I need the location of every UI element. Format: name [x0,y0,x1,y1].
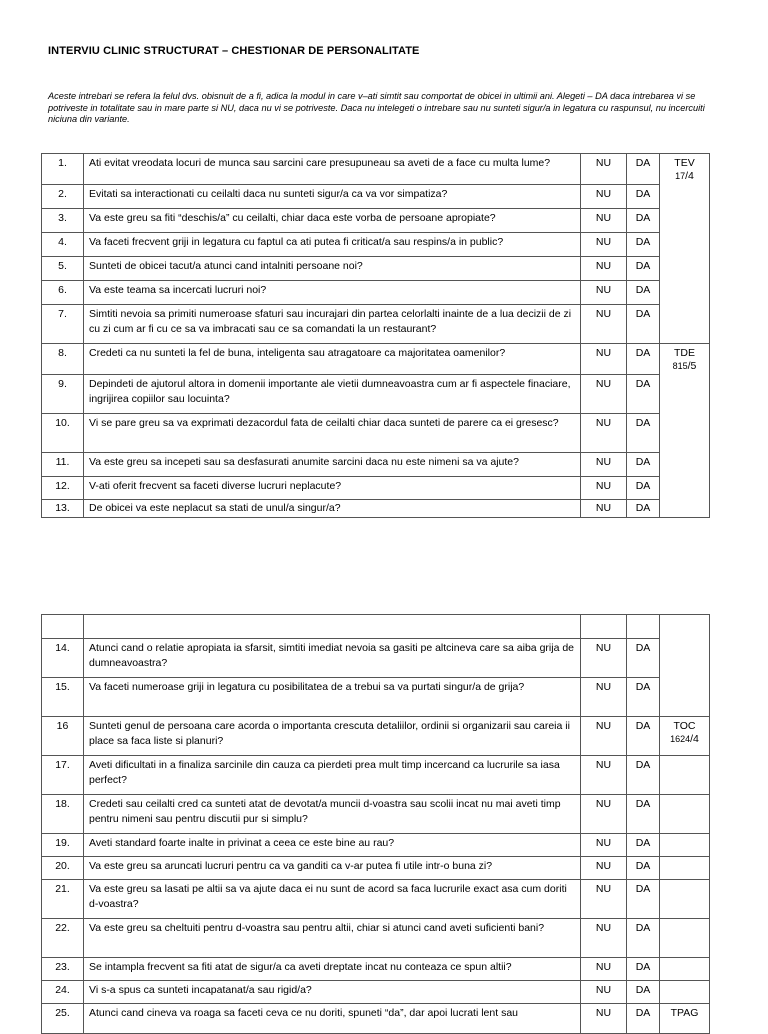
answer-no-option[interactable]: NU [581,281,627,305]
answer-no-option[interactable]: NU [581,499,627,517]
empty-cell [627,615,660,639]
question-text: Vi s-a spus ca sunteti incapatanat/a sau rigid/a? [84,981,581,1004]
table-row [42,834,710,857]
answer-no-option[interactable]: NU [581,717,627,756]
table-row [42,452,710,476]
answer-no-option[interactable]: NU [581,958,627,981]
empty-cell [660,615,710,639]
question-text: Aveti standard foarte inalte in privinat a ceea ce este bine au rau? [84,834,581,857]
table-row [42,756,710,795]
empty-cell [42,615,84,639]
table-row [42,981,710,1004]
question-text: Va faceti frecvent griji in legatura cu faptul ca ati putea fi criticat/a sau respins/a in public? [84,233,581,257]
scale-code-cell [660,639,710,678]
question-text: Vi se pare greu sa va exprimati dezacordul fata de ceilalti chiar daca sunteti de parere ca ei gresesc? [84,413,581,452]
scale-code-tde [660,344,710,375]
table-row [42,154,710,185]
scale-code-cell [660,981,710,1004]
answer-yes-option[interactable]: DA [627,499,660,517]
answer-yes-option[interactable]: DA [627,678,660,717]
question-number: 3. [42,209,84,233]
answer-yes-option[interactable]: DA [627,305,660,344]
table-row [42,1004,710,1034]
table-row [42,209,710,233]
scale-code-name: TDE [674,347,695,359]
scale-code-cell [660,857,710,880]
table-row [42,639,710,678]
answer-yes-option[interactable]: DA [627,154,660,185]
answer-no-option[interactable]: NU [581,834,627,857]
question-text: Credeti ca nu sunteti la fel de buna, inteligenta sau atragatoare ca majoritatea oamenilor? [84,344,581,375]
scale-code-cell [660,499,710,517]
scale-code-score [665,170,704,182]
question-text: Ati evitat vreodata locuri de munca sau sarcini care presupuneau sa aveti de a face cu multa lume? [84,154,581,185]
table-row [42,344,710,375]
question-number: 8. [42,344,84,375]
scale-code-cell [660,452,710,476]
answer-no-option[interactable]: NU [581,756,627,795]
scale-code-name: TEV [674,157,695,169]
scale-code-threshold: /5 [687,360,697,372]
table-row [42,476,710,499]
table-row [42,233,710,257]
question-number: 12. [42,476,84,499]
answer-yes-option[interactable]: DA [627,209,660,233]
question-number: 19. [42,834,84,857]
scale-code-tpag [660,1004,710,1034]
scale-code-items: 815 [672,361,688,371]
question-number: 25. [42,1004,84,1034]
scale-code-cell [660,834,710,857]
scale-code-items: 17 [675,171,686,181]
question-text: Va este teama sa incercati lucruri noi? [84,281,581,305]
scale-code-score [665,360,704,372]
question-text: Evitati sa interactionati cu ceilalti daca nu sunteti sigur/a ca va vor simpatiza? [84,185,581,209]
question-text: Atunci cand cineva va roaga sa faceti ceva ce nu doriti, spuneti “da”, dar apoi lucrati lent sau [84,1004,581,1034]
question-text: Aveti dificultati in a finaliza sarcinile din cauza ca pierdeti prea mult timp incercand ca lucrurile sa iasa perfect? [84,756,581,795]
answer-no-option[interactable]: NU [581,678,627,717]
instructions-paragraph: Aceste intrebari se refera la felul dvs. obisnuit de a fi, adica la modul in care v–ati simtit sau comportat de obicei in ultimii ani. Alegeti – DA daca intrebarea vi se potriveste in totalitate sau in mare parte si NU, daca nu vi se potriveste. Daca nu intelegeti o intrebare sau nu sunteti sigur/a in legatura cu raspunsul, nu incercuiti niciuna din variante. [48,91,705,124]
answer-yes-option[interactable]: DA [627,374,660,413]
table-row [42,281,710,305]
answer-no-option[interactable]: NU [581,639,627,678]
question-text: Va este greu sa cheltuiti pentru d-voastra sau pentru altii, chiar si atunci cand aveti suficienti bani? [84,919,581,958]
question-number: 9. [42,374,84,413]
question-number: 18. [42,795,84,834]
question-number: 13. [42,499,84,517]
question-number: 22. [42,919,84,958]
question-number: 4. [42,233,84,257]
scale-code-items: 1624 [670,734,691,744]
scale-code-cell [660,958,710,981]
answer-yes-option[interactable]: DA [627,880,660,919]
document-title: INTERVIU CLINIC STRUCTURAT – CHESTIONAR DE PERSONALITATE [48,45,420,57]
answer-no-option[interactable]: NU [581,185,627,209]
table-row [42,615,710,639]
question-text: Va este greu sa fiti “deschis/a” cu ceilalti, chiar daca este vorba de persoane apropiate? [84,209,581,233]
scale-code-toc [660,717,710,756]
table-row [42,717,710,756]
table-row [42,880,710,919]
empty-cell [84,615,581,639]
question-number: 15. [42,678,84,717]
answer-no-option[interactable]: NU [581,374,627,413]
answer-yes-option[interactable]: DA [627,857,660,880]
question-number: 14. [42,639,84,678]
answer-no-option[interactable]: NU [581,1004,627,1034]
scale-code-cell [660,919,710,958]
answer-no-option[interactable]: NU [581,919,627,958]
question-text: De obicei va este neplacut sa stati de unul/a singur/a? [84,499,581,517]
scale-code-cell [660,756,710,795]
answer-yes-option[interactable]: DA [627,919,660,958]
question-text: Sunteti genul de persoana care acorda o importanta crescuta detaliilor, ordinii si organizarii sau careia ii place sa faca liste si planuri? [84,717,581,756]
answer-yes-option[interactable]: DA [627,834,660,857]
empty-cell [581,615,627,639]
answer-no-option[interactable]: NU [581,880,627,919]
answer-yes-option[interactable]: DA [627,185,660,209]
answer-no-option[interactable]: NU [581,154,627,185]
table-row [42,795,710,834]
answer-no-option[interactable]: NU [581,981,627,1004]
question-number: 24. [42,981,84,1004]
scale-code-cell [660,413,710,452]
scale-code-cell [660,374,710,413]
answer-yes-option[interactable]: DA [627,756,660,795]
table-row [42,413,710,452]
answer-yes-option[interactable]: DA [627,1004,660,1034]
question-number: 1. [42,154,84,185]
answer-no-option[interactable]: NU [581,344,627,375]
answer-yes-option[interactable]: DA [627,717,660,756]
questionnaire-table-1 [41,153,710,518]
scale-code-name: TPAG [670,1007,699,1019]
table-row [42,958,710,981]
scale-code-cell [660,185,710,209]
scale-code-threshold: /4 [685,170,694,182]
questionnaire-table-2 [41,614,710,1034]
answer-no-option[interactable]: NU [581,209,627,233]
table-row [42,374,710,413]
scale-code-score [665,733,704,745]
scale-code-name: TOC [673,720,696,732]
scale-code-cell [660,795,710,834]
question-number: 21. [42,880,84,919]
question-text: Atunci cand o relatie apropiata ia sfarsit, simtiti imediat nevoia sa gasiti pe altcineva care sa aiba grija de dumneavoastra? [84,639,581,678]
scale-code-cell [660,281,710,305]
scale-code-cell [660,678,710,717]
table-row [42,185,710,209]
scale-code-cell [660,305,710,344]
table-row [42,499,710,517]
question-number: 5. [42,257,84,281]
answer-yes-option[interactable]: DA [627,476,660,499]
scale-code-cell [660,233,710,257]
question-number: 6. [42,281,84,305]
question-text: Va este greu sa lasati pe altii sa va ajute daca ei nu sunt de acord sa faca lucrurile exact asa cum doriti d-voastra? [84,880,581,919]
answer-yes-option[interactable]: DA [627,344,660,375]
answer-no-option[interactable]: NU [581,233,627,257]
answer-no-option[interactable]: NU [581,305,627,344]
scale-code-cell [660,257,710,281]
question-text: Credeti sau ceilalti cred ca sunteti atat de devotat/a muncii d-voastra sau scolii incat nu mai aveti timp pentru nimeni sau pentru discutii pur si simplu? [84,795,581,834]
question-text: Va este greu sa aruncati lucruri pentru ca va ganditi ca v-ar putea fi utile intr-o buna zi? [84,857,581,880]
scale-code-cell [660,209,710,233]
question-number: 17. [42,756,84,795]
question-text: V-ati oferit frecvent sa faceti diverse lucruri neplacute? [84,476,581,499]
answer-yes-option[interactable]: DA [627,795,660,834]
question-number: 7. [42,305,84,344]
question-number: 16 [42,717,84,756]
question-number: 23. [42,958,84,981]
scale-code-tev [660,154,710,185]
answer-no-option[interactable]: NU [581,795,627,834]
answer-no-option[interactable]: NU [581,413,627,452]
question-text: Va este greu sa incepeti sau sa desfasurati anumite sarcini daca nu este nimeni sa va ajute? [84,452,581,476]
question-number: 11. [42,452,84,476]
table-row [42,919,710,958]
question-number: 10. [42,413,84,452]
answer-no-option[interactable]: NU [581,476,627,499]
table-row [42,257,710,281]
scale-code-threshold: /4 [690,733,699,745]
answer-no-option[interactable]: NU [581,452,627,476]
question-text: Depindeti de ajutorul altora in domenii importante ale vietii dumneavoastra cum ar fi aspectele finaciare, ingrijirea copiilor sau locuinta? [84,374,581,413]
question-text: Va faceti numeroase griji in legatura cu posibilitatea de a trebui sa va purtati singur/a de grija? [84,678,581,717]
answer-yes-option[interactable]: DA [627,257,660,281]
answer-yes-option[interactable]: DA [627,413,660,452]
question-text: Sunteti de obicei tacut/a atunci cand intalniti persoane noi? [84,257,581,281]
question-text: Simtiti nevoia sa primiti numeroase sfaturi sau incurajari din partea celorlalti inainte de a lua decizii de zi cu zi cum ar fi cu ce sa va imbracati sau ce sa comandati la un restaurant? [84,305,581,344]
question-number: 20. [42,857,84,880]
answer-no-option[interactable]: NU [581,857,627,880]
table-row [42,678,710,717]
answer-yes-option[interactable]: DA [627,452,660,476]
answer-yes-option[interactable]: DA [627,233,660,257]
scale-code-cell [660,476,710,499]
table-row [42,305,710,344]
answer-yes-option[interactable]: DA [627,981,660,1004]
answer-yes-option[interactable]: DA [627,281,660,305]
question-number: 2. [42,185,84,209]
question-text: Se intampla frecvent sa fiti atat de sigur/a ca aveti dreptate incat nu conteaza ce spun altii? [84,958,581,981]
answer-yes-option[interactable]: DA [627,639,660,678]
answer-yes-option[interactable]: DA [627,958,660,981]
scale-code-cell [660,880,710,919]
answer-no-option[interactable]: NU [581,257,627,281]
table-row [42,857,710,880]
